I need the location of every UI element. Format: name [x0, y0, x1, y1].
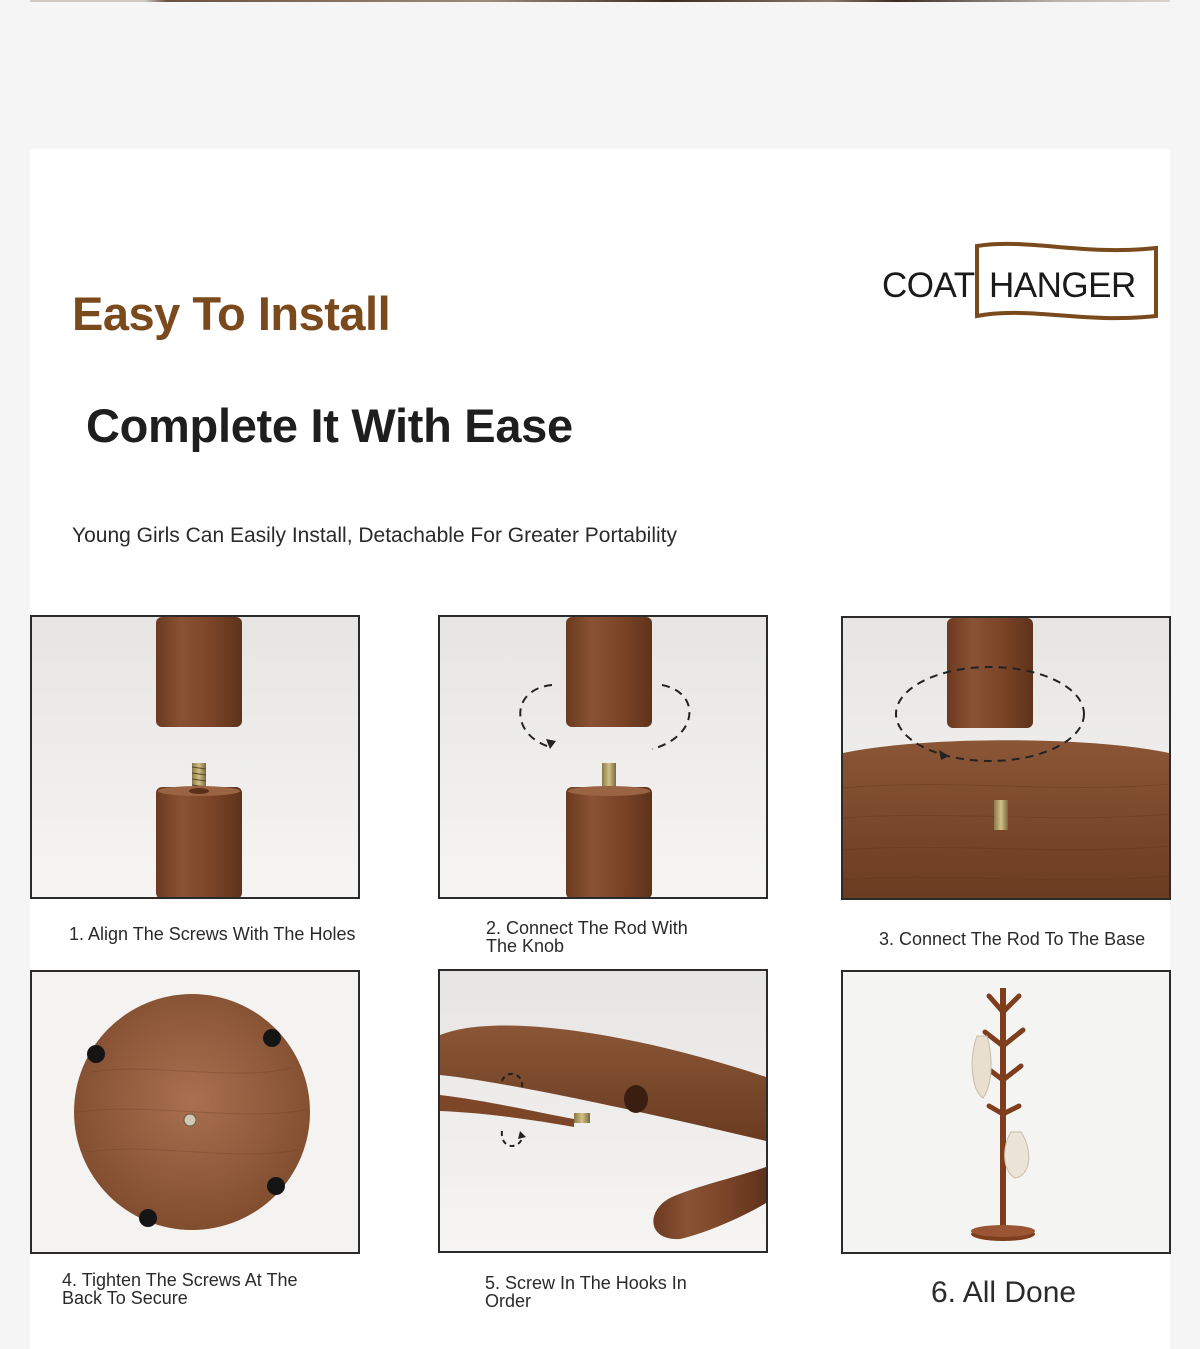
brand-logo — [878, 240, 1162, 324]
tagline: Young Girls Can Easily Install, Detachable For Greater Portability — [72, 524, 678, 547]
step-6-caption: 6. All Done — [931, 1276, 1077, 1309]
step-3-caption: 3. Connect The Rod To The Base — [879, 929, 1146, 949]
step-4-caption-line-2: Back To Secure — [62, 1288, 188, 1308]
step-5-caption-line-2: Order — [485, 1291, 532, 1311]
headline: Easy To Install — [72, 287, 391, 340]
step-4-caption-line-1: 4. Tighten The Screws At The — [62, 1270, 298, 1290]
step-2-caption-line-1: 2. Connect The Rod With — [486, 918, 688, 938]
step-1-caption: 1. Align The Screws With The Holes — [69, 924, 356, 944]
step-4-caption — [62, 1271, 297, 1307]
step-1-photo — [30, 615, 360, 899]
step-5-caption-line-1: 5. Screw In The Hooks In — [485, 1273, 687, 1293]
subheadline: Complete It With Ease — [86, 399, 573, 452]
step-3-photo — [841, 616, 1171, 900]
logo-word-coat: COAT — [882, 266, 975, 305]
step-6-photo — [841, 970, 1171, 1254]
step-2-caption-line-2: The Knob — [486, 936, 565, 956]
step-4-photo — [30, 970, 360, 1254]
step-2-photo — [438, 615, 768, 899]
logo-word-hanger: HANGER — [989, 266, 1136, 305]
step-5-photo — [438, 969, 768, 1253]
step-2-caption — [486, 919, 688, 955]
step-5-caption — [485, 1274, 687, 1310]
previous-section-edge — [30, 0, 1170, 2]
